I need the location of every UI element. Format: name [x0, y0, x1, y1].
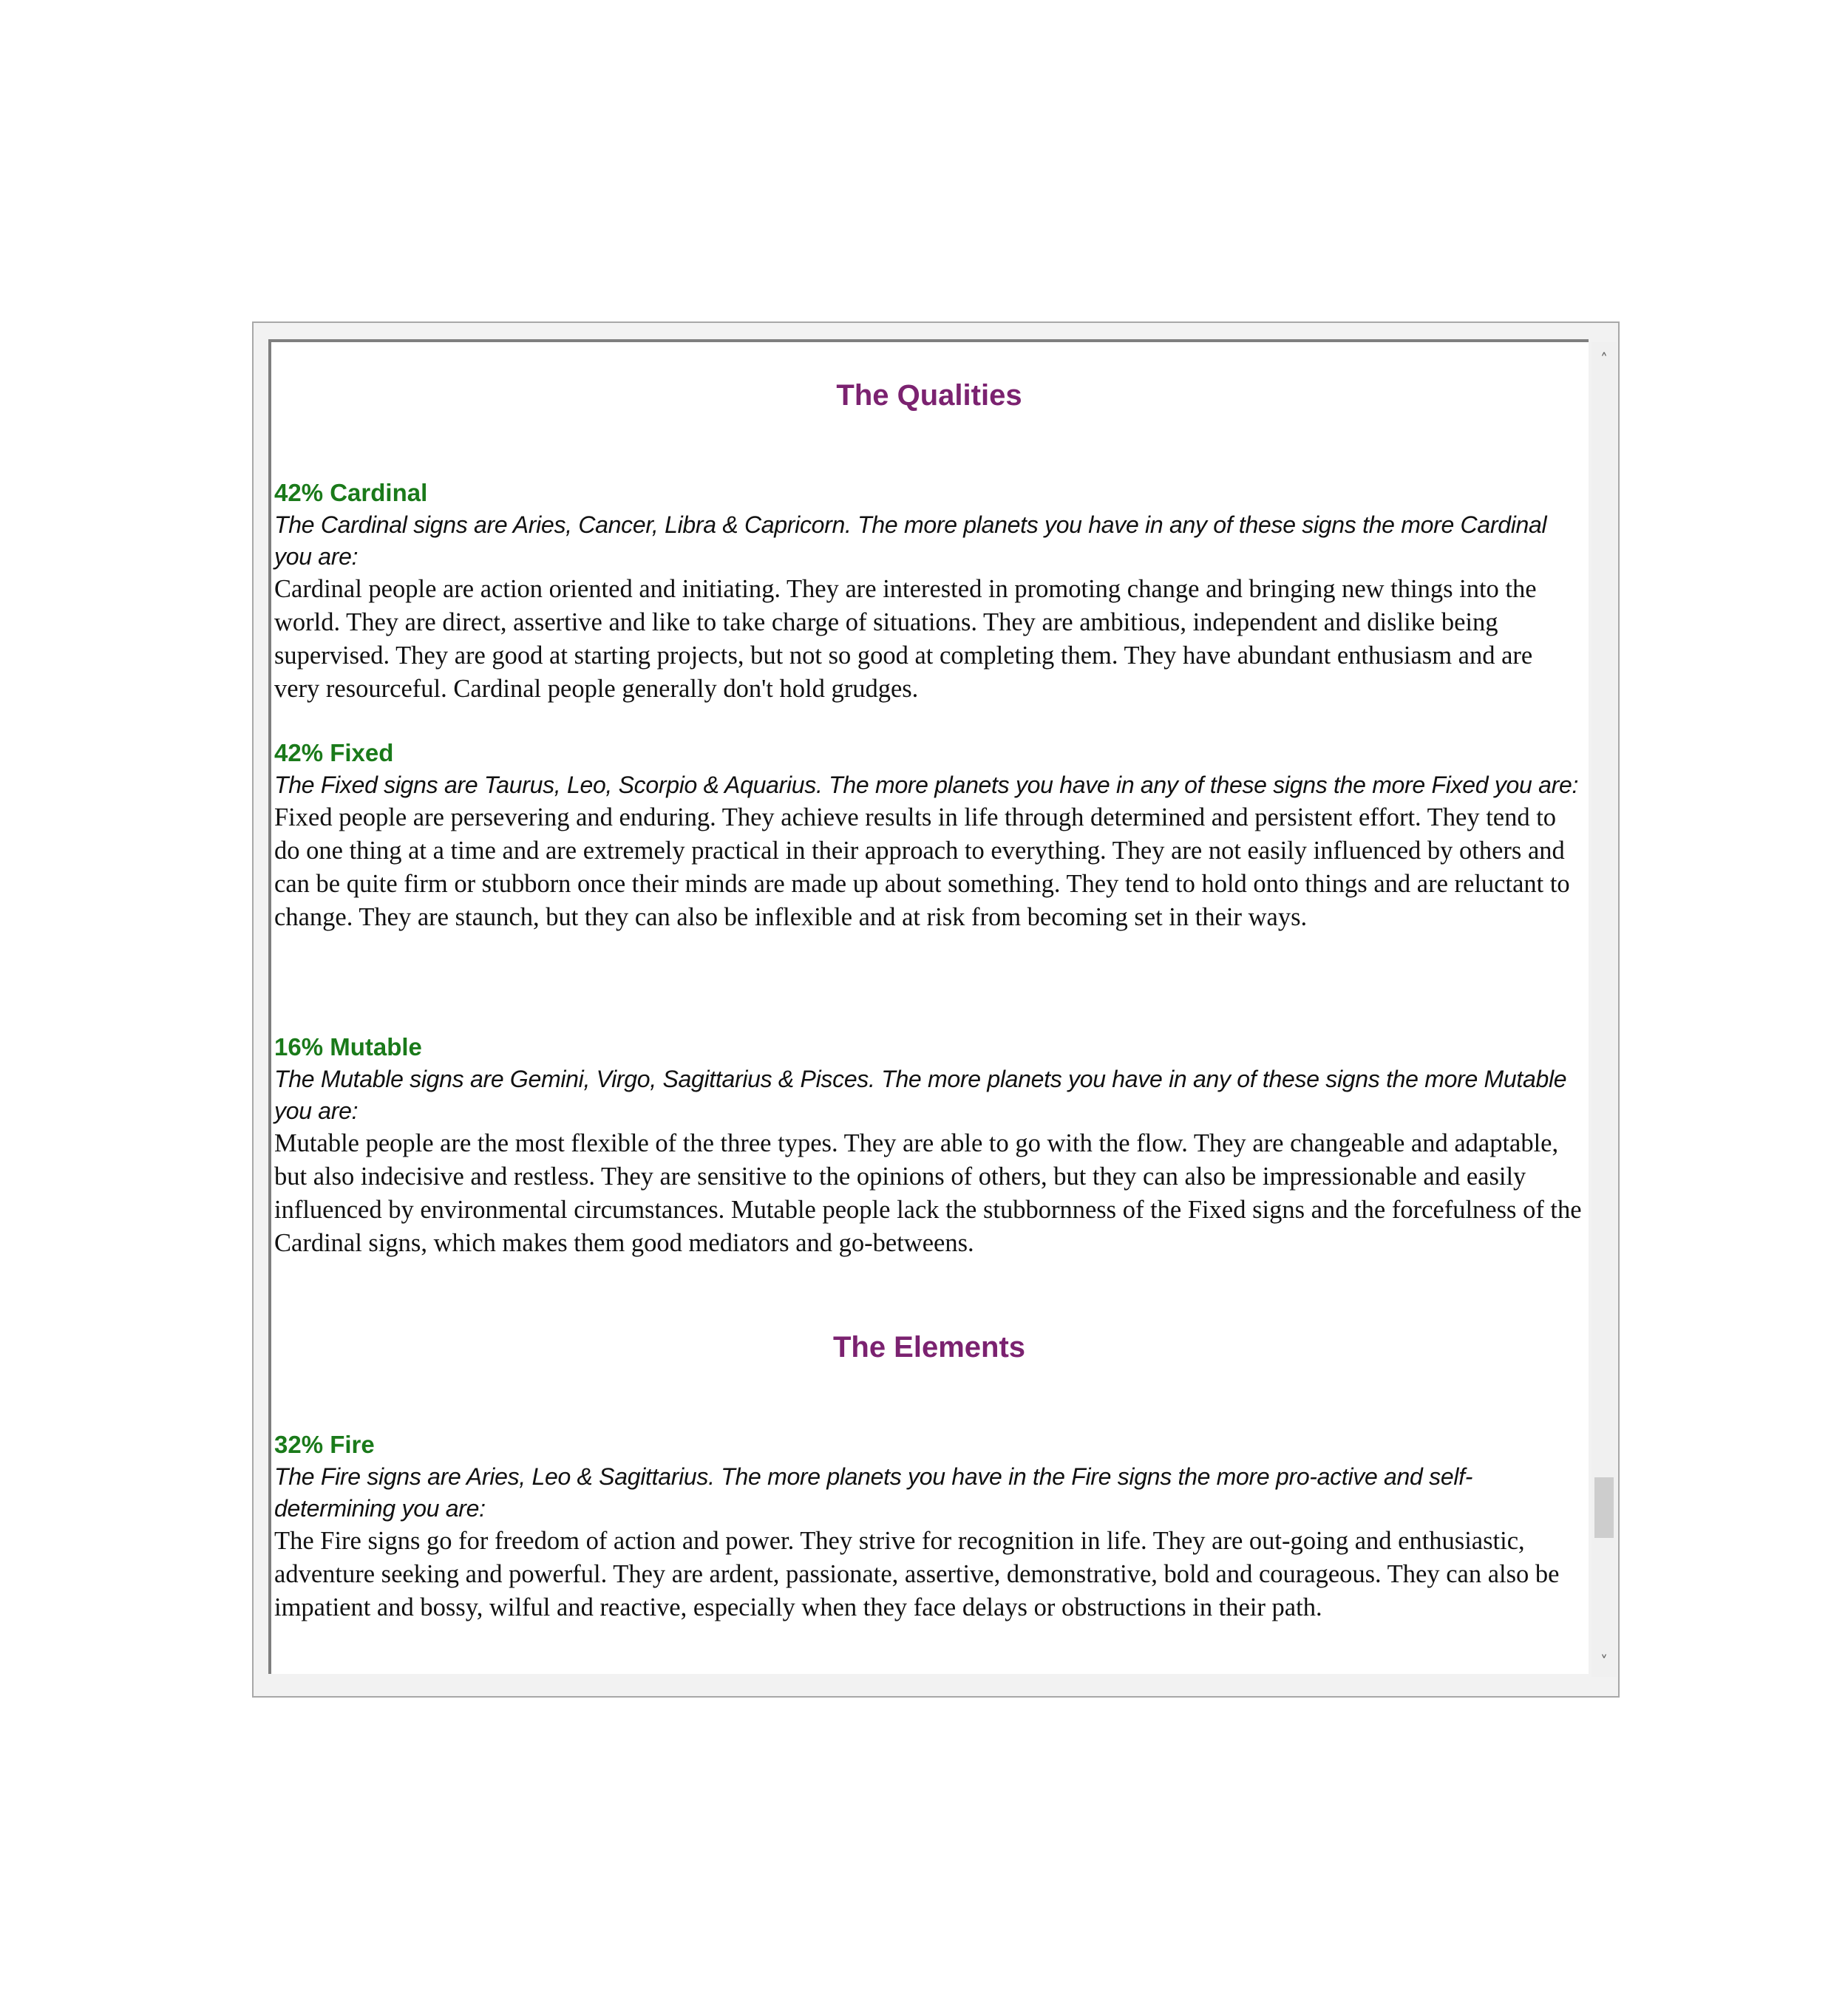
- quality-description: Cardinal people are action oriented and initiating. They are interested in promoting change and bringing new things into the world. They are direct, assertive and like to take charge of situations. They are ambitious, independent and dislike being supervised. They are good at starting projects, but not so good at completing them. They have abundant enthusiasm and are very resourceful. Cardinal people generally don't hold grudges.: [274, 575, 1537, 703]
- elements-section-title: The Elements: [832, 1331, 1026, 1364]
- element-heading: 32% Fire: [274, 1431, 375, 1458]
- chevron-down-icon[interactable]: ˅: [1600, 1652, 1608, 1670]
- vertical-scrollbar[interactable]: [1591, 342, 1617, 1677]
- element-intro: The Fire signs are Aries, Leo & Sagittarius. The more planets you have in the Fire signs the more pro-active and self-determining you are:: [274, 1463, 1473, 1522]
- quality-cardinal: [274, 477, 1584, 706]
- quality-intro: The Mutable signs are Gemini, Virgo, Sagittarius & Pisces. The more planets you have in any of these signs the more Mutable you are:: [274, 1066, 1567, 1124]
- report-scroll-area[interactable]: [268, 339, 1608, 1674]
- quality-description: Mutable people are the most flexible of the three types. They are able to go with the flow. They are changeable and adaptable, but also indecisive and restless. They are sensitive to the opinions of others, but they can also be impressionable and easily influenced by environmental circumstances. Mutable people lack the stubbornness of the Fixed signs and the forcefulness of the Cardinal signs, which makes them good mediators and go-betweens.: [274, 1129, 1582, 1257]
- qualities-section-title: The Qualities: [836, 379, 1022, 412]
- quality-heading: 42% Fixed: [274, 739, 394, 766]
- elements-section-title-block: [274, 1331, 1584, 1364]
- quality-mutable: [274, 1031, 1584, 1260]
- qualities-section-title-block: [274, 379, 1584, 412]
- quality-fixed: [274, 737, 1584, 934]
- scrollbar-thumb[interactable]: [1594, 1477, 1614, 1538]
- quality-description: Fixed people are persevering and enduring. They achieve results in life through determined and persistent effort. They tend to do one thing at a time and are extremely practical in their approach to everything. They are not easily influenced by others and can be quite firm or stubborn once their minds are made up about something. They tend to hold onto things and are reluctant to change. They are staunch, but they can also be inflexible and at risk from becoming set in their ways.: [274, 803, 1570, 931]
- element-fire: [274, 1429, 1584, 1624]
- report-frame: [252, 321, 1620, 1698]
- quality-heading: 16% Mutable: [274, 1033, 422, 1061]
- chevron-up-icon[interactable]: ˄: [1600, 350, 1608, 368]
- element-description: The Fire signs go for freedom of action and power. They strive for recognition in life. They are out-going and enthusiastic, adventure seeking and powerful. They are ardent, passionate, assertive, demonstrative, bold and courageous. They can also be impatient and bossy, wilful and reactive, especially when they face delays or obstructions in their path.: [274, 1527, 1560, 1621]
- quality-heading: 42% Cardinal: [274, 479, 428, 506]
- quality-intro: The Fixed signs are Taurus, Leo, Scorpio & Aquarius. The more planets you have in any of these signs the more Fixed you are:: [274, 772, 1579, 798]
- quality-intro: The Cardinal signs are Aries, Cancer, Libra & Capricorn. The more planets you have in any of these signs the more Cardinal you are:: [274, 511, 1547, 570]
